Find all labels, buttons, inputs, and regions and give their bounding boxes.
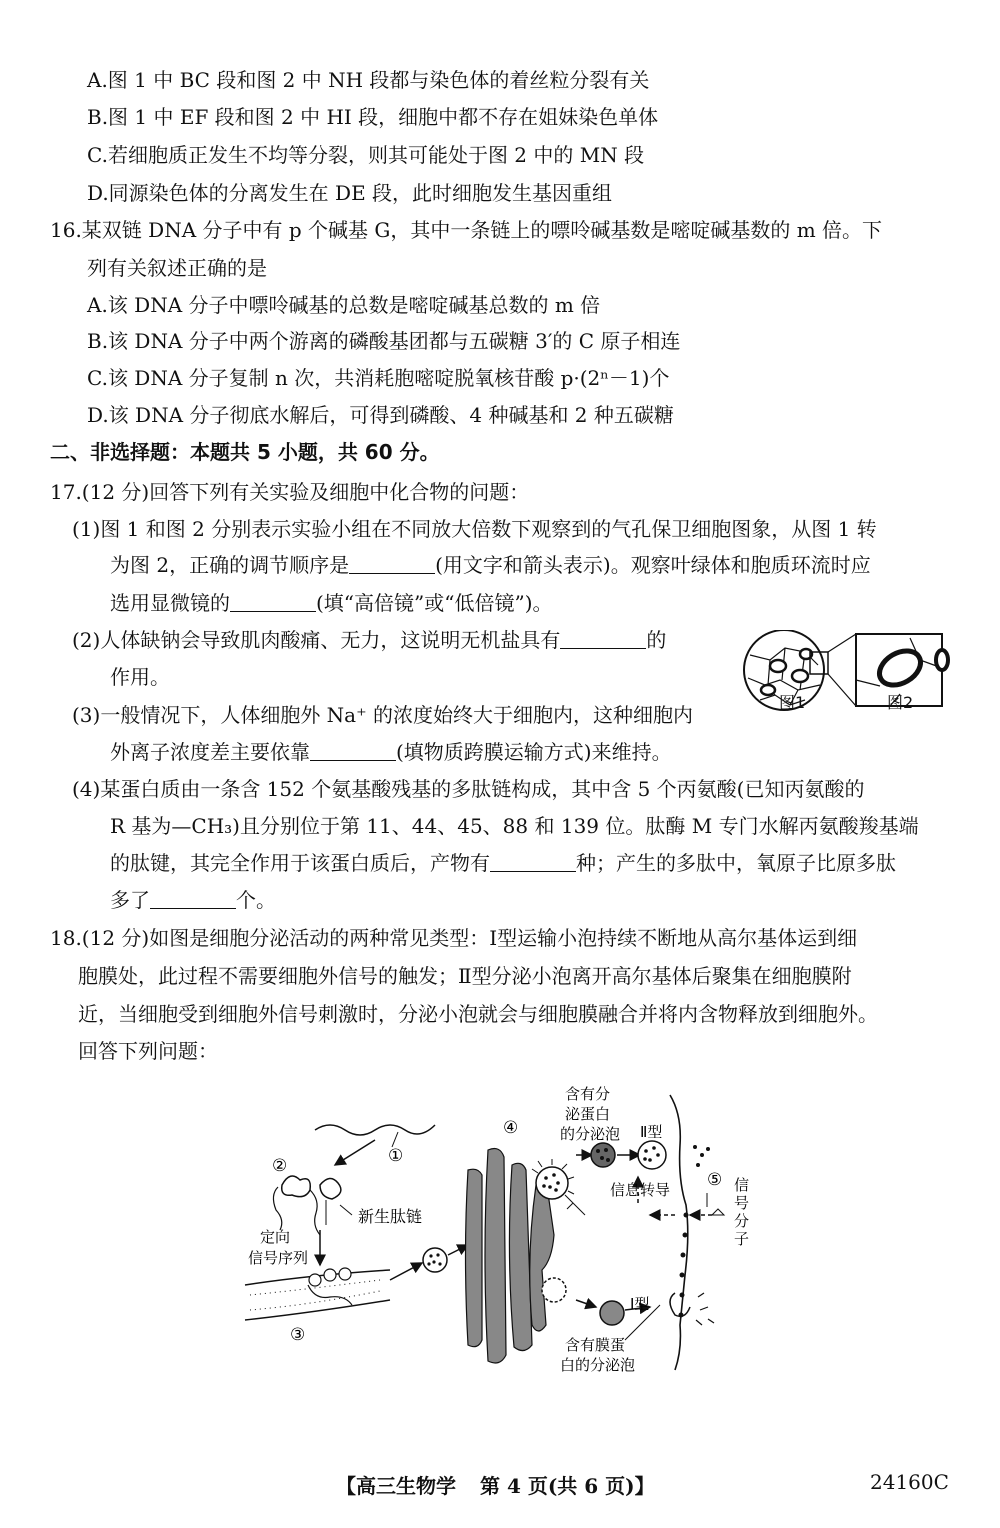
q15-option-a: A.图 1 中 BC 段和图 2 中 NH 段都与染色体的着丝粒分裂有关 [87, 68, 650, 92]
figure1-label: 图1 [779, 693, 806, 712]
answer-blank[interactable] [150, 888, 236, 909]
label-1: ① [388, 1146, 404, 1166]
q17-part3-line1: (3)一般情况下，人体细胞外 Na⁺ 的浓度始终大于细胞内，这种细胞内 [72, 703, 694, 727]
q17-part4-line1: (4)某蛋白质由一条含 152 个氨基酸残基的多肽链构成，其中含 5 个丙氨酸(已知丙氨酸的 [72, 777, 865, 801]
ribosome [273, 1176, 340, 1235]
endoplasmic-reticulum [245, 1268, 390, 1320]
label-type-2: Ⅱ型 [640, 1123, 663, 1141]
label-2: ② [272, 1156, 288, 1176]
label-secretory-2: 泌蛋白 [565, 1105, 611, 1123]
mrna-strand [315, 1125, 435, 1135]
label-secretory-3: 的分泌泡 [560, 1125, 621, 1143]
q17-stem: 17.(12 分)回答下列有关实验及细胞中化合物的问题： [50, 480, 530, 504]
q16-option-a: A.该 DNA 分子中嘌呤碱基的总数是嘧啶碱基总数的 m 倍 [87, 293, 601, 317]
q18-stem-line4: 回答下列问题： [78, 1039, 218, 1063]
q17-part2-text: 的 [646, 628, 667, 652]
label-signal-mol-2: 号 [734, 1194, 750, 1212]
label-5: ⑤ [707, 1170, 723, 1190]
footer-code: 24160C [870, 1470, 949, 1494]
q15-option-d: D.同源染色体的分离发生在 DE 段，此时细胞发生基因重组 [87, 181, 613, 205]
q17-part4-text: 的肽键，其完全作用于该蛋白质后，产物有 [110, 851, 490, 875]
label-type-1: Ⅰ型 [630, 1295, 650, 1313]
q17-part1-line1: (1)图 1 和图 2 分别表示实验小组在不同放大倍数下观察到的气孔保卫细胞图象，从图 1 转 [72, 517, 877, 541]
label-secretory-1: 含有分 [565, 1085, 611, 1103]
q15-option-c: C.若细胞质正发生不均等分裂，则其可能处于图 2 中的 MN 段 [87, 143, 645, 167]
q16-option-c: C.该 DNA 分子复制 n 次，共消耗胞嘧啶脱氧核苷酸 p·(2ⁿ－1)个 [87, 366, 670, 390]
transport-vesicle [423, 1248, 447, 1272]
q17-part4-text: 种；产生的多肽中，氧原子比原多肽 [576, 851, 896, 875]
q17-part4-text: 多了 [110, 888, 150, 912]
q17-part1-line2 [110, 551, 871, 579]
label-4: ④ [503, 1118, 519, 1138]
label-signal-mol-1: 信 [734, 1176, 750, 1194]
q17-part2-line1 [72, 626, 666, 654]
plasma-membrane [670, 1095, 688, 1370]
q18-stem-line2: 胞膜处，此过程不需要细胞外信号的触发；Ⅱ型分泌小泡离开高尔基体后聚集在细胞膜附 [78, 964, 852, 988]
q17-part1-line3 [110, 589, 553, 617]
label-signal-seq-2: 信号序列 [248, 1249, 309, 1267]
label-signal-mol-3: 分 [734, 1212, 750, 1230]
q17-part2-line2: 作用。 [110, 665, 170, 689]
q17-part1-text: 为图 2，正确的调节顺序是 [110, 553, 350, 577]
label-transduction: 信息转导 [610, 1181, 671, 1199]
q17-part4-line3 [110, 849, 896, 877]
answer-blank[interactable] [310, 740, 396, 761]
label-membrane-2: 白的分泌泡 [560, 1356, 636, 1374]
q17-part4-line4 [110, 886, 276, 914]
q16-stem-line2: 列有关叙述正确的是 [87, 256, 267, 280]
q15-option-b: B.图 1 中 EF 段和图 2 中 HI 段，细胞中都不存在姐妹染色单体 [87, 105, 659, 129]
q17-part4-line2: R 基为—CH₃)且分别位于第 11、44、45、88 和 139 位。肽酶 M 专门水解丙氨酸羧基端 [110, 814, 919, 838]
q17-part2-text: (2)人体缺钠会导致肌肉酸痛、无力，这说明无机盐具有 [72, 628, 561, 652]
label-signal-mol-4: 子 [734, 1230, 750, 1248]
q17-part3-text: (填物质跨膜运输方式)来维持。 [396, 740, 672, 764]
secretion-diagram [220, 1075, 780, 1385]
label-signal-seq-1: 定向 [260, 1228, 291, 1246]
q17-part1-text: 选用显微镜的 [110, 591, 230, 615]
q18-stem-line1: 18.(12 分)如图是细胞分泌活动的两种常见类型：Ⅰ型运输小泡持续不断地从高尔基体运到细 [50, 926, 858, 950]
answer-blank[interactable] [349, 553, 435, 574]
figure2-label: 图2 [887, 693, 914, 712]
q18-stem-line3: 近，当细胞受到细胞外信号刺激时，分泌小泡就会与细胞膜融合并将内含物释放到细胞外。 [78, 1002, 878, 1026]
page-footer [0, 1470, 1000, 1500]
q16-stem-line1: 16.某双链 DNA 分子中有 p 个碱基 G，其中一条链上的嘌呤碱基数是嘧啶碱基数的 m 倍。下 [50, 218, 883, 242]
label-membrane-1: 含有膜蛋 [565, 1336, 626, 1354]
microscope-figure [740, 630, 950, 730]
answer-blank[interactable] [560, 628, 646, 649]
q16-option-d: D.该 DNA 分子彻底水解后，可得到磷酸、4 种碱基和 2 种五碳糖 [87, 403, 674, 427]
q17-part4-text: 个。 [236, 888, 276, 912]
answer-blank[interactable] [230, 591, 316, 612]
answer-blank[interactable] [490, 851, 576, 872]
footer-page-number: 第 4 页(共 6 页)】 [480, 1474, 655, 1498]
q17-part3-text: 外离子浓度差主要依靠 [110, 740, 310, 764]
q17-part1-text: (填“高倍镜”或“低倍镜”)。 [316, 591, 553, 615]
q17-part3-line2 [110, 738, 672, 766]
section-heading: 二、非选择题：本题共 5 小题，共 60 分。 [50, 440, 440, 464]
label-nascent-chain: 新生肽链 [358, 1207, 423, 1226]
footer-title: 【高三生物学 [336, 1474, 456, 1498]
label-3: ③ [290, 1325, 306, 1345]
q17-part1-text: (用文字和箭头表示)。观察叶绿体和胞质环流时应 [435, 553, 871, 577]
q16-option-b: B.该 DNA 分子中两个游离的磷酸基团都与五碳糖 3′的 C 原子相连 [87, 329, 681, 353]
